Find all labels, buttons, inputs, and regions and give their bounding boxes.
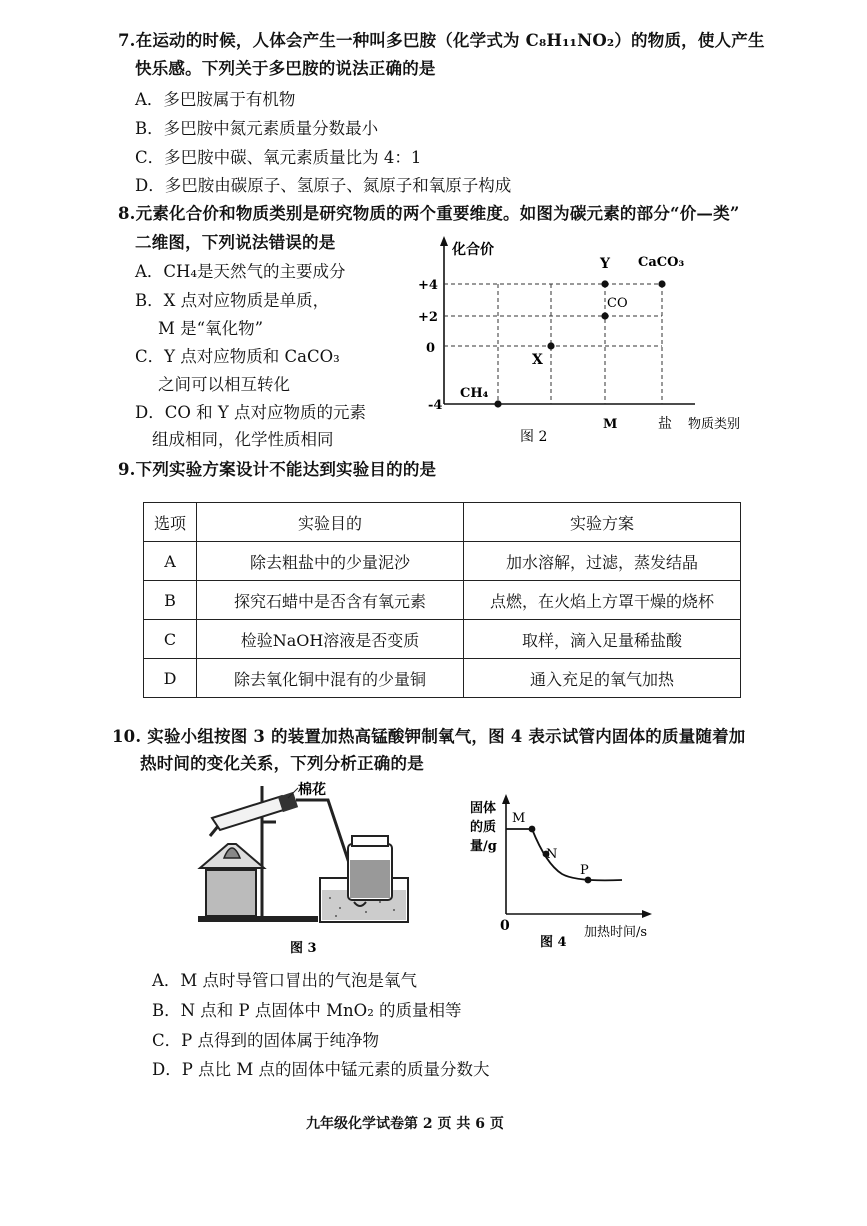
header-plan: 实验方案 bbox=[464, 503, 741, 542]
q10-option-b: B．N 点和 P 点固体中 MnO₂ 的质量相等 bbox=[152, 1001, 462, 1020]
header-option: 选项 bbox=[144, 503, 197, 542]
row-d-plan: 通入充足的氧气加热 bbox=[464, 659, 741, 698]
header-purpose: 实验目的 bbox=[197, 503, 464, 542]
row-a-plan: 加水溶解，过滤，蒸发结晶 bbox=[464, 542, 741, 581]
fig3-cotton-label: 棉花 bbox=[298, 782, 326, 798]
q10-option-a: A．M 点时导管口冒出的气泡是氧气 bbox=[152, 971, 418, 990]
fig2-label-ch4: CH₄ bbox=[460, 386, 489, 401]
fig4-label-p: P bbox=[580, 863, 589, 878]
fig2-tick-0: 0 bbox=[426, 341, 436, 356]
fig2-label-x: X bbox=[532, 352, 543, 368]
fig2-x-axis-label: 物质类别 bbox=[688, 417, 741, 432]
q10-stem-line2: 热时间的变化关系，下列分析正确的是 bbox=[140, 754, 424, 773]
table-row bbox=[144, 620, 741, 659]
figure-3-apparatus bbox=[180, 778, 420, 960]
fig4-origin: 0 bbox=[500, 918, 510, 934]
fig2-label-co: CO bbox=[607, 296, 628, 311]
fig4-point-m bbox=[529, 826, 536, 833]
point-caco3 bbox=[658, 280, 665, 287]
table-row bbox=[144, 542, 741, 581]
q8-option-a: A．CH₄是天然气的主要成分 bbox=[135, 262, 346, 281]
point-x bbox=[547, 342, 554, 349]
q9-stem: 9.下列实验方案设计不能达到实验目的的是 bbox=[118, 460, 437, 479]
fig2-label-y: Y bbox=[600, 256, 610, 272]
q8-option-c: C．Y 点对应物质和 CaCO₃ bbox=[135, 347, 340, 366]
q10-option-d: D．P 点比 M 点的固体中锰元素的质量分数大 bbox=[152, 1060, 490, 1079]
table-header-row bbox=[144, 503, 741, 542]
q7-stem-line2: 快乐感。下列关于多巴胺的说法正确的是 bbox=[135, 59, 436, 78]
fig3-caption: 图 3 bbox=[290, 941, 317, 956]
fig4-y-label-1: 固体 bbox=[470, 801, 497, 816]
fig2-y-axis-label: 化合价 bbox=[452, 242, 494, 258]
figure-4-mass-time-graph bbox=[462, 794, 672, 954]
fig4-y-label-3: 量/g bbox=[470, 839, 497, 854]
fig2-tick-plus2: +2 bbox=[418, 310, 438, 325]
q9-experiment-table bbox=[143, 502, 741, 698]
row-b-option: B bbox=[144, 581, 197, 620]
q7-option-c: C．多巴胺中碳、氧元素质量比为 4：1 bbox=[135, 148, 422, 167]
fig2-xtick-m: M bbox=[603, 417, 618, 432]
fig2-caption: 图 2 bbox=[520, 429, 548, 445]
row-d-purpose: 除去氧化铜中混有的少量铜 bbox=[197, 659, 464, 698]
row-c-option: C bbox=[144, 620, 197, 659]
row-a-option: A bbox=[144, 542, 197, 581]
fig2-tick-plus4: +4 bbox=[418, 278, 438, 293]
q7-option-d: D．多巴胺由碳原子、氢原子、氮原子和氧原子构成 bbox=[135, 176, 512, 195]
q7-stem-line1: 7.在运动的时候，人体会产生一种叫多巴胺（化学式为 C₈H₁₁NO₂）的物质，使人产生 bbox=[118, 31, 765, 50]
fig2-label-caco3: CaCO₃ bbox=[638, 255, 685, 270]
table-row bbox=[144, 581, 741, 620]
q8-option-c-cont: 之间可以相互转化 bbox=[158, 375, 290, 394]
fig4-caption: 图 4 bbox=[540, 935, 567, 950]
row-b-purpose: 探究石蜡中是否含有氧元素 bbox=[197, 581, 464, 620]
point-ch4 bbox=[494, 400, 501, 407]
row-b-plan: 点燃，在火焰上方罩干燥的烧杯 bbox=[464, 581, 741, 620]
fig4-x-label: 加热时间/s bbox=[584, 925, 648, 940]
q10-option-c: C．P 点得到的固体属于纯净物 bbox=[152, 1031, 379, 1050]
table-row bbox=[144, 659, 741, 698]
fig4-label-n: N bbox=[546, 847, 558, 862]
q7-option-b: B．多巴胺中氮元素质量分数最小 bbox=[135, 119, 379, 138]
q8-option-b: B．X 点对应物质是单质， bbox=[135, 291, 330, 310]
q8-option-d-cont: 组成相同，化学性质相同 bbox=[152, 430, 334, 449]
figure-2-valence-class-graph bbox=[410, 232, 770, 452]
row-d-option: D bbox=[144, 659, 197, 698]
point-co bbox=[601, 312, 608, 319]
q7-option-a: A．多巴胺属于有机物 bbox=[135, 90, 296, 109]
point-y bbox=[601, 280, 608, 287]
fig2-tick-minus4: -4 bbox=[428, 398, 443, 413]
q8-option-d: D．CO 和 Y 点对应物质的元素 bbox=[135, 403, 367, 422]
fig4-label-m: M bbox=[512, 811, 526, 826]
q8-option-b-cont: M 是“氧化物” bbox=[158, 319, 264, 338]
fig2-xtick-salt: 盐 bbox=[658, 416, 672, 432]
q8-stem-line2: 二维图，下列说法错误的是 bbox=[135, 233, 336, 252]
page-footer: 九年级化学试卷第 2 页 共 6 页 bbox=[306, 1116, 504, 1132]
row-c-plan: 取样，滴入足量稀盐酸 bbox=[464, 620, 741, 659]
row-c-purpose: 检验NaOH溶液是否变质 bbox=[197, 620, 464, 659]
fig4-y-label-2: 的质 bbox=[470, 820, 497, 835]
row-a-purpose: 除去粗盐中的少量泥沙 bbox=[197, 542, 464, 581]
q10-stem-line1: 10. 实验小组按图 3 的装置加热高锰酸钾制氧气，图 4 表示试管内固体的质量随着加 bbox=[112, 727, 746, 746]
q8-stem-line1: 8.元素化合价和物质类别是研究物质的两个重要维度。如图为碳元素的部分“价—类” bbox=[118, 204, 740, 223]
